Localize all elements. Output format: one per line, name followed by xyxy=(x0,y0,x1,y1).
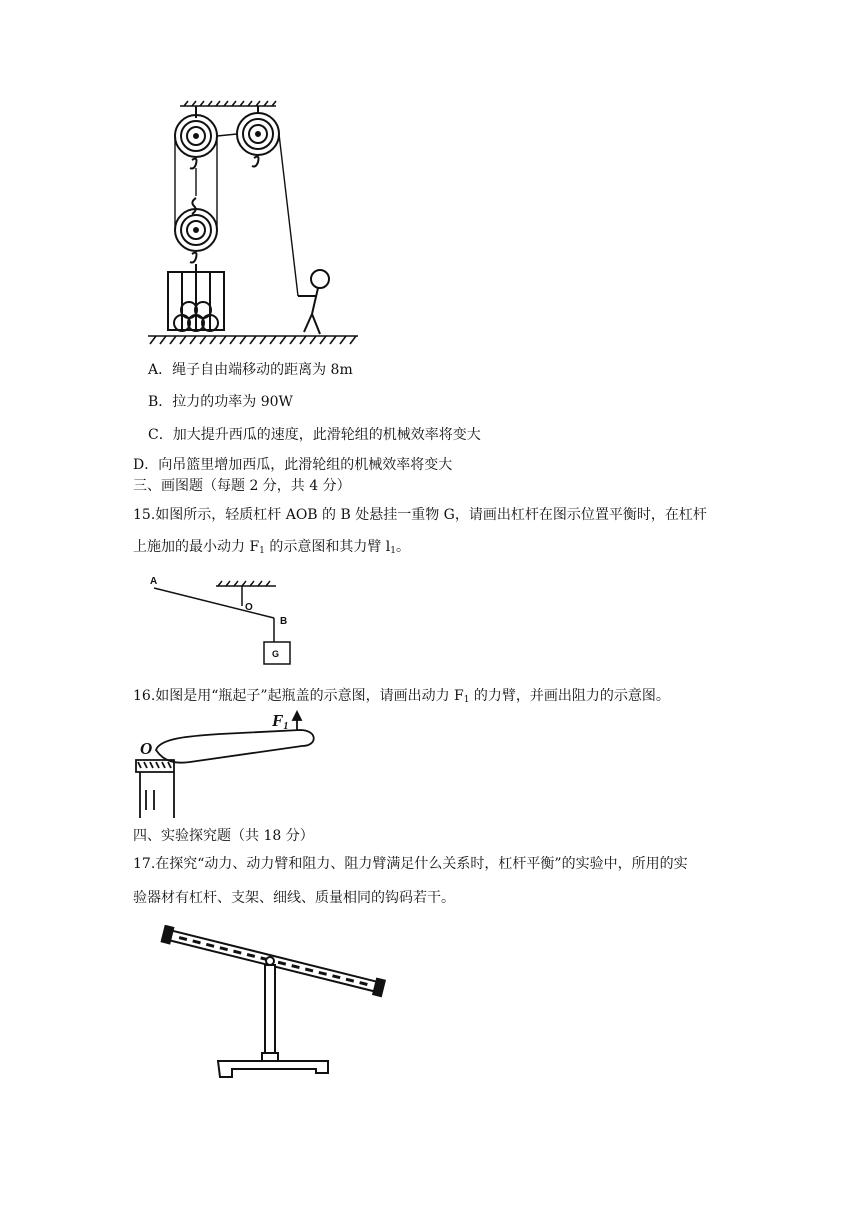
stand-collar xyxy=(262,1053,278,1061)
person-pulling xyxy=(298,270,329,334)
label-o-pivot: O xyxy=(140,739,153,758)
fixed-pulley-left xyxy=(175,106,217,169)
bottle-cap xyxy=(136,760,174,772)
label-f1: F1 xyxy=(272,711,289,732)
lever-stand-figure xyxy=(158,925,388,1085)
q17-text-line1: 17.在探究“动力、动力臂和阻力、阻力臂满足什么关系时，杠杆平衡”的实验中，所用的实 xyxy=(133,856,688,872)
stand-base xyxy=(218,1061,328,1077)
section-3-heading: 三、画图题（每题 2 分，共 4 分） xyxy=(133,478,351,494)
label-g: G xyxy=(272,649,280,659)
option-b: B．拉力的功率为 90W xyxy=(148,394,293,410)
ground xyxy=(148,336,358,344)
q17-text-line2: 验器材有杠杆、支架、细线、质量相同的钩码若干。 xyxy=(133,890,455,906)
pivot-pin xyxy=(266,957,274,965)
watermelon-basket xyxy=(168,272,224,331)
ceiling xyxy=(180,101,276,106)
stand-post xyxy=(265,965,275,1055)
option-c: C．加大提升西瓜的速度，此滑轮组的机械效率将变大 xyxy=(148,427,481,443)
lever-bar xyxy=(154,588,274,618)
pulley-system-figure xyxy=(140,96,360,352)
fixed-pulley-right xyxy=(237,106,279,167)
q15-text-line1: 15.如图所示，轻质杠杆 AOB 的 B 处悬挂一重物 G，请画出杠杆在图示位置平衡时，在杠杆 xyxy=(133,507,707,523)
label-b: B xyxy=(280,616,288,627)
opener-handle xyxy=(156,730,314,763)
label-o: O xyxy=(245,602,253,613)
lever-aob-figure xyxy=(146,572,306,672)
option-d: D．向吊篮里增加西瓜，此滑轮组的机械效率将变大 xyxy=(133,457,453,473)
bottle-opener-figure xyxy=(130,710,330,825)
option-a: A．绳子自由端移动的距离为 8m xyxy=(148,362,353,378)
movable-pulley xyxy=(175,198,217,272)
q16-text: 16.如图是用“瓶起子”起瓶盖的示意图，请画出动力 $F_1$ 的力臂，并画出阻力的示意图。 xyxy=(133,688,670,705)
section-4-heading: 四、实验探究题（共 18 分） xyxy=(133,828,314,844)
label-a: A xyxy=(150,576,158,587)
q15-text-line2: 上施加的最小动力 $F_1$ 的示意图和其力臂 $l_1$。 xyxy=(133,539,411,556)
